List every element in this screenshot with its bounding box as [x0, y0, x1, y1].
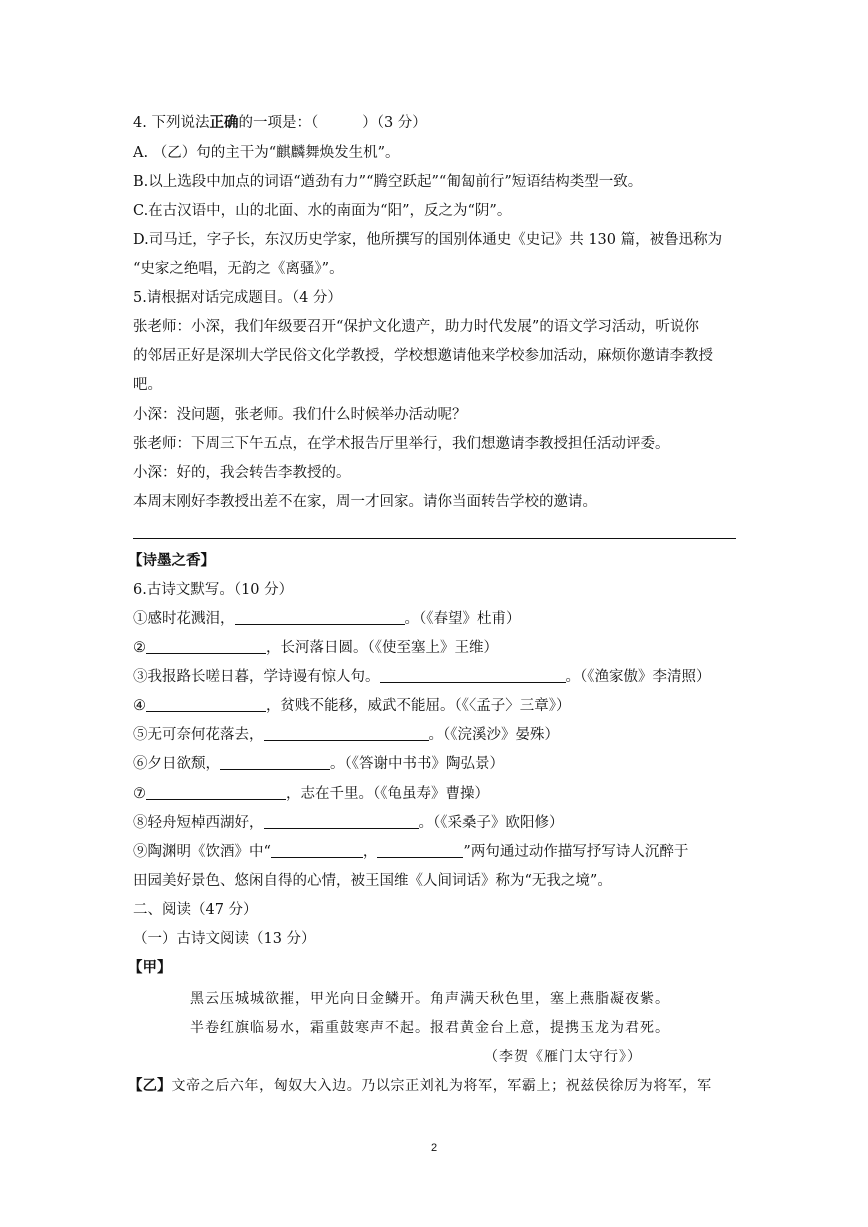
- q4-option-b: B.以上选段中加点的词语“遒劲有力”“腾空跃起”“匍匐前行”短语结构类型一致。: [133, 174, 643, 190]
- q5-line7: 本周末刚好李教授出差不在家，周一才回家。请你当面转告学校的邀请。: [133, 494, 597, 510]
- fill-blank-3[interactable]: [380, 667, 566, 683]
- q4-option-d-line2: “史家之绝唱，无韵之《离骚》”。: [133, 261, 344, 277]
- q5-stem: 5.请根据对话完成题目。（4 分）: [133, 290, 342, 306]
- q6-item9-line2: 田园美好景色、悠闲自得的心情，被王国维《人间词话》称为“无我之境”。: [133, 873, 612, 889]
- q6-item1: ①感时花溅泪， 。（《春望》杜甫）: [133, 611, 521, 627]
- answer-divider-line: [133, 538, 736, 539]
- poem-line-2: 半卷红旗临易水，霜重鼓寒声不起。报君黄金台上意，提携玉龙为君死。: [190, 1020, 670, 1036]
- page-number: 2: [430, 1142, 438, 1154]
- fill-blank-1[interactable]: [235, 609, 405, 625]
- yi-label: 【乙】: [128, 1077, 172, 1094]
- q6-item9: ⑨陶渊明《饮酒》中“ ， ”两句通过动作描写抒写诗人沉醉于: [133, 844, 689, 860]
- q6-item6: ⑥夕日欲颓， 。（《答谢中书书》陶弘景）: [133, 756, 504, 772]
- q5-line6: 小深：好的，我会转告李教授的。: [133, 465, 351, 481]
- fill-blank-5[interactable]: [264, 725, 429, 741]
- q5-line2: 的邻居正好是深圳大学民俗文化学教授，学校想邀请他来学校参加活动，麻烦你邀请李教授: [133, 348, 713, 364]
- q6-item5: ⑤无可奈何花落去， 。（《浣溪沙》晏殊）: [133, 727, 559, 743]
- jia-label: 【甲】: [128, 959, 172, 976]
- q4-stem-bold: 正确: [209, 114, 239, 131]
- q6-item2: ② ，长河落日圆。（《使至塞上》王维）: [133, 640, 498, 656]
- fill-blank-2[interactable]: [146, 638, 266, 654]
- section-heading: 【诗墨之香】: [128, 552, 215, 569]
- q6-item8: ⑧轻舟短棹西湖好， 。（《采桑子》欧阳修）: [133, 815, 564, 831]
- q6-item7: ⑦ ，志在千里。（《龟虽寿》曹操）: [133, 786, 489, 802]
- poem-source: （李贺《雁门太守行》）: [484, 1049, 642, 1065]
- yi-passage-line: [128, 1076, 712, 1096]
- q6-stem: 6.古诗文默写。（10 分）: [133, 582, 294, 598]
- q4-option-d-line1: D.司马迁，字子长，东汉历史学家，他所撰写的国别体通史《史记》共 130 篇，被鲁迅称为: [133, 232, 723, 248]
- q4-stem-post2: ）（3 分）: [362, 115, 427, 131]
- fill-blank-9a[interactable]: [271, 842, 363, 858]
- q6-item3: ③我报路长嗟日暮，学诗谩有惊人句。 。（《渔家傲》李清照）: [133, 669, 711, 685]
- yi-text: 文帝之后六年，匈奴大入边。乃以宗正刘礼为将军，军霸上；祝兹侯徐厉为将军，军: [171, 1078, 712, 1094]
- q4-option-c: C.在古汉语中，山的北面、水的南面为“阳”，反之为“阴”。: [133, 203, 512, 219]
- q6-item4: ④ ，贫贱不能移，威武不能屈。（《〈孟子〉三章》）: [133, 698, 571, 714]
- part2-heading: 二、阅读（47 分）: [133, 902, 258, 918]
- part2-subheading: （一）古诗文阅读（13 分）: [133, 931, 316, 947]
- q5-line1: 张老师：小深，我们年级要召开“保护文化遗产，助力时代发展”的语文学习活动，听说你: [133, 319, 699, 335]
- fill-blank-6[interactable]: [220, 754, 330, 770]
- fill-blank-7[interactable]: [146, 784, 286, 800]
- q5-line5: 张老师：下周三下午五点，在学术报告厅里举行，我们想邀请李教授担任活动评委。: [133, 436, 670, 452]
- fill-blank-8[interactable]: [264, 813, 419, 829]
- q4-option-a: A. （乙）句的主干为“麒麟舞焕发生机”。: [133, 145, 400, 161]
- fill-blank-4[interactable]: [146, 696, 266, 712]
- poem-line-1: 黑云压城城欲摧，甲光向日金鳞开。角声满天秋色里，塞上燕脂凝夜紫。: [190, 991, 670, 1007]
- fill-blank-9b[interactable]: [377, 842, 463, 858]
- q5-line3: 吧。: [133, 377, 162, 393]
- q4-stem: [133, 113, 427, 133]
- q4-stem-post1: 的一项是：（: [238, 115, 319, 131]
- q4-stem-pre: 4. 下列说法: [133, 115, 210, 131]
- q5-line4: 小深：没问题，张老师。我们什么时候举办活动呢？: [133, 407, 467, 423]
